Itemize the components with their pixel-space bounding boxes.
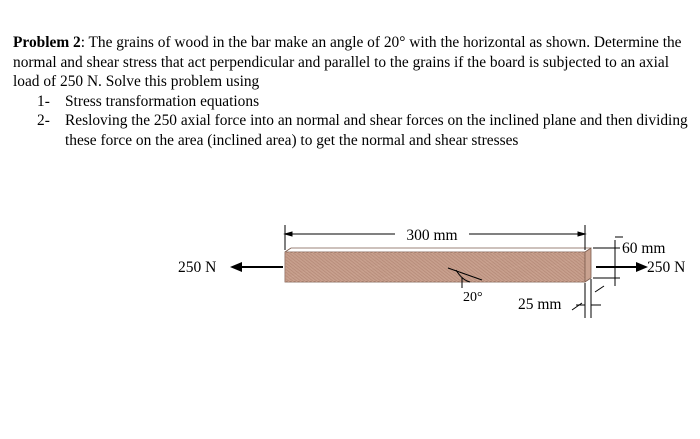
- problem-body: : The grains of wood in the bar make an angle of 20° with the horizontal as shown. Determine the normal and shear stress that act perpendicular and parallel to the grains if the board is subjected to an axial load of 250 N. Solve this problem using: [13, 34, 682, 90]
- method-text: Resloving the 250 axial force into an normal and shear forces on the inclined plane and then dividing these force on the area (inclined area) to get the normal and shear stresses: [65, 112, 688, 149]
- grain-angle-label: 20°: [463, 290, 483, 305]
- height-dimension: [593, 237, 623, 286]
- thickness-dimension: [572, 279, 604, 318]
- height-label: 60 mm: [622, 240, 666, 257]
- method-number: 2-: [37, 112, 50, 129]
- method-text: Stress transformation equations: [65, 92, 260, 110]
- wood-board: [200, 248, 678, 282]
- left-load-label: 250 N: [178, 259, 217, 276]
- right-load-arrow: [596, 262, 648, 272]
- length-label: 300 mm: [406, 227, 458, 244]
- left-load-arrow: [230, 262, 283, 272]
- right-load-label: 250 N: [647, 259, 686, 276]
- method-number: 1-: [37, 92, 50, 110]
- problem-label: Problem 2: [13, 34, 81, 51]
- board-end-face: [585, 248, 591, 282]
- thickness-label: 25 mm: [518, 296, 562, 313]
